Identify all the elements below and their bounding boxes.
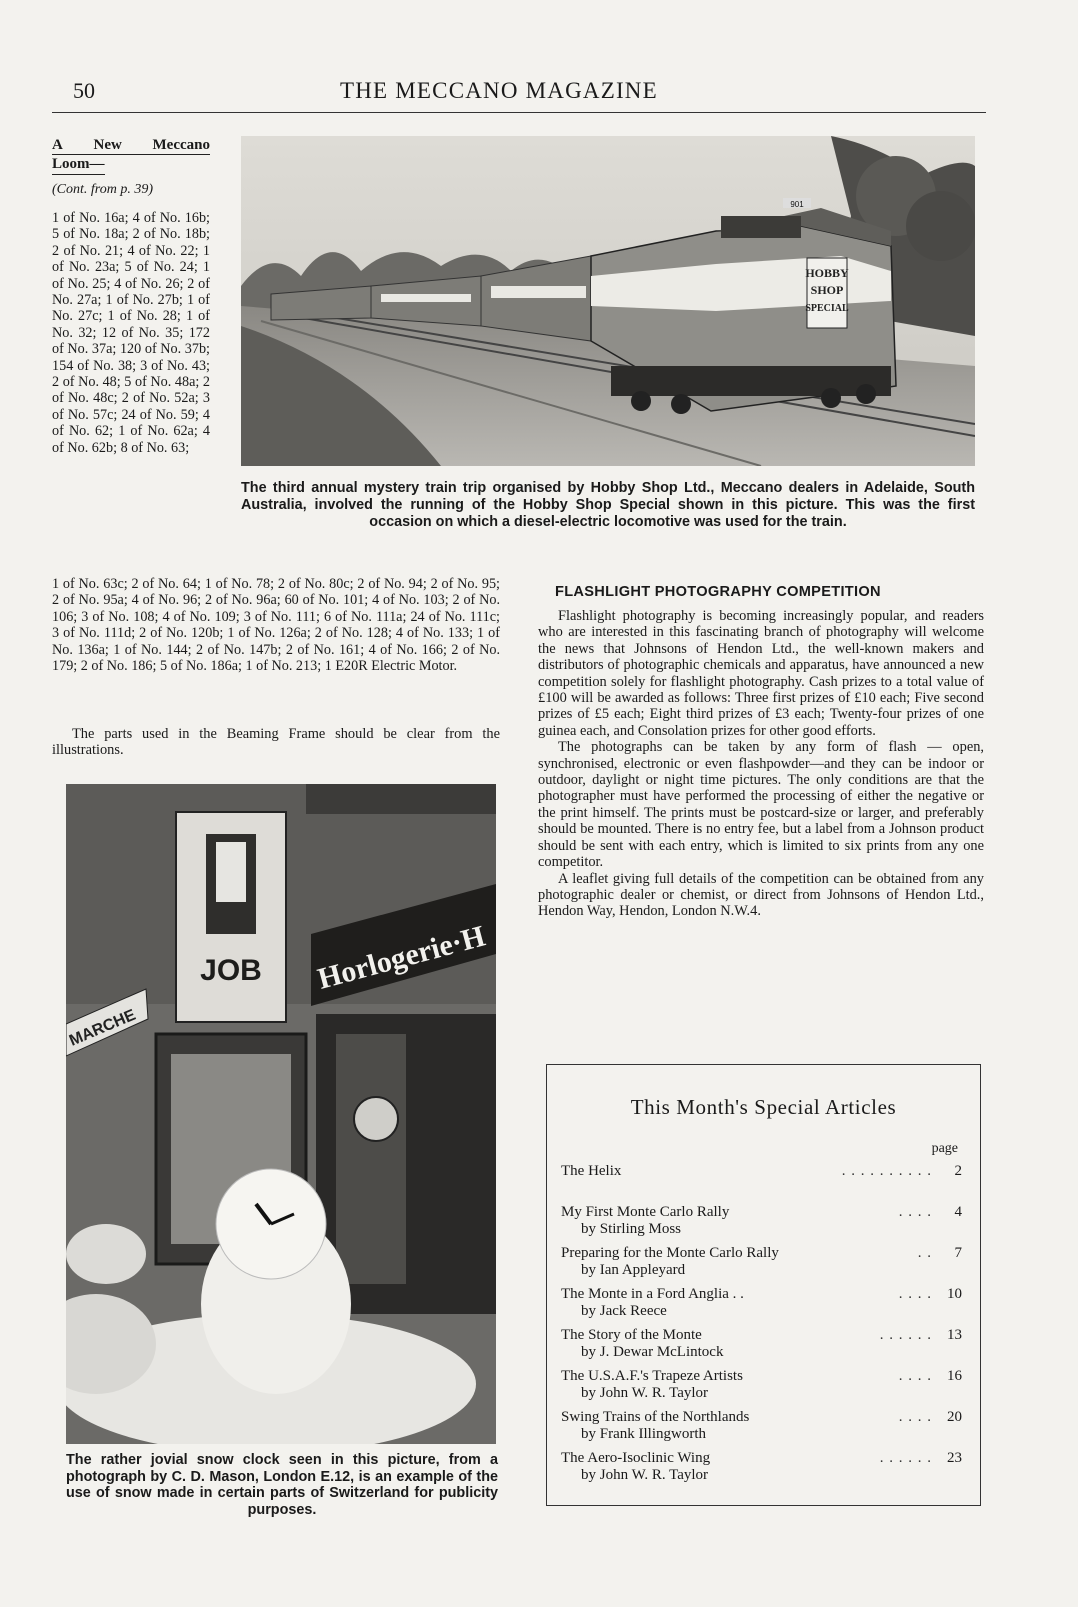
contents-item-dots: . . . . — [898, 1368, 932, 1384]
header-rule — [52, 112, 986, 113]
competition-paragraph-1: Flashlight photography is becoming increasingly popular, and readers who are interested in this fascinating branch of photography will welcome the news that Johnsons of Hendon Ltd., the well-known makers and distributors of photographic chemicals and apparatus, have announced a new competition solely for flashlight photography. Cash prizes to a total value of £100 will be awarded as follows: Three first prizes of £10 each; Five second prizes of £5 each; Eight third prizes of £3 each; Twenty-four prizes of one guinea each, and Consolation prizes for other good efforts. — [538, 608, 984, 739]
snow-clock-caption: The rather jovial snow clock seen in this picture, from a photograph by C. D. Mason, London E.12, is an example of the use of snow made in certain parts of Switzerland for publicity purposes. — [66, 1452, 498, 1518]
parts-list-wide: 1 of No. 63c; 2 of No. 64; 1 of No. 78; 2 of No. 80c; 2 of No. 94; 2 of No. 95; 2 of No. 95a; 4 of No. 96; 2 of No. 96a; 60 of No. 101; 4 of No. 103; 2 of No. 106; 3 of No. 108; 4 of No. 109; 3 of No. 111; 6 of No. 111a; 24 of No. 111c; 3 of No. 111d; 2 of No. 120b; 1 of No. 126a; 2 of No. 128; 4 of No. 133; 1 of No. 136a; 1 of No. 144; 2 of No. 147b; 2 of No. 161; 4 of No. 166; 2 of No. 179; 2 of No. 186; 5 of No. 186a; 1 of No. 213; 1 E20R Electric Motor. — [52, 576, 500, 675]
job-sign-text: JOB — [200, 954, 262, 987]
contents-item[interactable] — [561, 1409, 962, 1450]
contents-item-title: My First Monte Carlo Rally — [561, 1204, 730, 1220]
horlogerie-sign-text: Horlogerie·H — [314, 919, 489, 996]
special-articles-title: This Month's Special Articles — [630, 1095, 897, 1119]
magazine-title: THE MECCANO MAGAZINE — [340, 78, 658, 103]
contents-item[interactable] — [561, 1327, 962, 1368]
snow-clock-photo-image — [66, 784, 496, 1444]
loom-title-word-a: A — [52, 137, 63, 153]
headboard-line2: SHOP — [810, 283, 844, 297]
beaming-frame-paragraph: The parts used in the Beaming Frame should be clear from the illustrations. — [52, 726, 500, 759]
contents-item[interactable] — [561, 1286, 962, 1327]
contents-item-dots: . . . . . . — [879, 1327, 932, 1343]
competition-paragraph-2: The photographs can be taken by any form of flash — open, synchronised, electronic or even flashpowder—and they can be indoor or outdoor, daylight or night time pictures. The only conditions are that the photographer must have performed the processing of either the negative or the print himself. The prints must be postcard-size or larger, and preferably should be mounted. There is no entry fee, but a label from a Johnson product should be sent with each entry, which is limited to six prints from any one competitor. — [538, 739, 984, 871]
snow-clock-photo — [66, 784, 496, 1444]
special-articles-list — [561, 1163, 962, 1491]
contents-item-page: 7 — [954, 1245, 962, 1261]
contents-item-author: by John W. R. Taylor — [581, 1384, 709, 1401]
parts-list-narrow: 1 of No. 16a; 4 of No. 16b; 5 of No. 18a; 2 of No. 18b; 2 of No. 21; 4 of No. 22; 1 of No. 23a; 5 of No. 24; 1 of No. 25; 4 of No. 26; 2 of No. 27a; 1 of No. 27b; 1 of No. 27c; 1 of No. 28; 1 of No. 32; 12 of No. 35; 172 of No. 37a; 120 of No. 37b; 154 of No. 38; 3 of No. 43; 2 of No. 48; 5 of No. 48a; 2 of No. 48c; 2 of No. 52a; 3 of No. 57c; 24 of No. 59; 4 of No. 62; 1 of No. 62a; 4 of No. 62b; 8 of No. 63; — [52, 210, 210, 456]
headboard-line1: HOBBY — [805, 266, 849, 280]
contents-item-title: The Helix — [561, 1163, 622, 1179]
headboard-line3: SPECIAL — [805, 303, 849, 314]
contents-item-author: by J. Dewar McLintock — [581, 1343, 724, 1360]
contents-item[interactable] — [561, 1245, 962, 1286]
contents-item[interactable] — [561, 1368, 962, 1409]
loco-number-plate: 901 — [790, 200, 804, 209]
contents-item-author: by Frank Illingworth — [581, 1425, 706, 1442]
contents-item-title: The Monte in a Ford Anglia . . — [561, 1286, 744, 1302]
contents-item-author: by Stirling Moss — [581, 1220, 682, 1237]
contents-item-title: Swing Trains of the Northlands — [561, 1409, 750, 1425]
train-photo-image — [241, 136, 975, 466]
contents-item-page: 10 — [947, 1286, 962, 1302]
contents-item-dots: . . . . — [898, 1286, 932, 1302]
page-number: 50 — [73, 78, 95, 103]
competition-body — [538, 608, 984, 920]
competition-heading: FLASHLIGHT PHOTOGRAPHY COMPETITION — [555, 584, 881, 600]
contents-item-dots: . . . . . . . . . . — [841, 1163, 932, 1179]
train-photo-caption: The third annual mystery train trip organised by Hobby Shop Ltd., Meccano dealers in Adelaide, South Australia, involved the running of the Hobby Shop Special shown in this picture. This was the first occasion on which a diesel-electric locomotive was used for the train. — [241, 480, 975, 530]
contents-item-dots: . . . . — [898, 1409, 932, 1425]
train-photo — [241, 136, 975, 466]
contents-item[interactable] — [561, 1450, 962, 1491]
continued-note: (Cont. from p. 39) — [52, 182, 153, 197]
contents-item-author: by John W. R. Taylor — [581, 1466, 709, 1483]
contents-item[interactable] — [561, 1163, 962, 1204]
contents-item-page: 20 — [947, 1409, 962, 1425]
contents-item-dots: . . . . — [898, 1204, 932, 1220]
loom-title-line2: Loom— — [52, 155, 105, 175]
competition-paragraph-3: A leaflet giving full details of the competition can be obtained from any photographic dealer or chemist, or direct from Johnsons of Hendon Ltd., Hendon Way, Hendon, London N.W.4. — [538, 870, 984, 920]
contents-item-page: 4 — [954, 1204, 962, 1220]
contents-item[interactable] — [561, 1204, 962, 1245]
contents-item-page: 2 — [954, 1163, 962, 1179]
contents-item-title: Preparing for the Monte Carlo Rally — [561, 1245, 779, 1261]
special-articles-box — [546, 1064, 981, 1506]
contents-item-page: 13 — [947, 1327, 962, 1343]
contents-item-dots: . . — [917, 1245, 932, 1261]
marche-sign-text: MARCHE — [66, 1006, 139, 1050]
loom-title-word-new: New — [93, 137, 122, 153]
contents-item-author: by Ian Appleyard — [581, 1261, 686, 1278]
page-column-label: page — [931, 1141, 958, 1156]
loom-title-word-meccano: Meccano — [152, 137, 210, 153]
contents-item-page: 23 — [947, 1450, 962, 1466]
contents-item-author: by Jack Reece — [581, 1302, 667, 1319]
contents-item-page: 16 — [947, 1368, 962, 1384]
contents-item-title: The U.S.A.F.'s Trapeze Artists — [561, 1368, 743, 1384]
loom-title-line1 — [52, 136, 210, 155]
contents-item-title: The Aero-Isoclinic Wing — [561, 1450, 711, 1466]
loom-article-title — [52, 136, 210, 175]
contents-item-title: The Story of the Monte — [561, 1327, 702, 1343]
contents-item-dots: . . . . . . — [879, 1450, 932, 1466]
